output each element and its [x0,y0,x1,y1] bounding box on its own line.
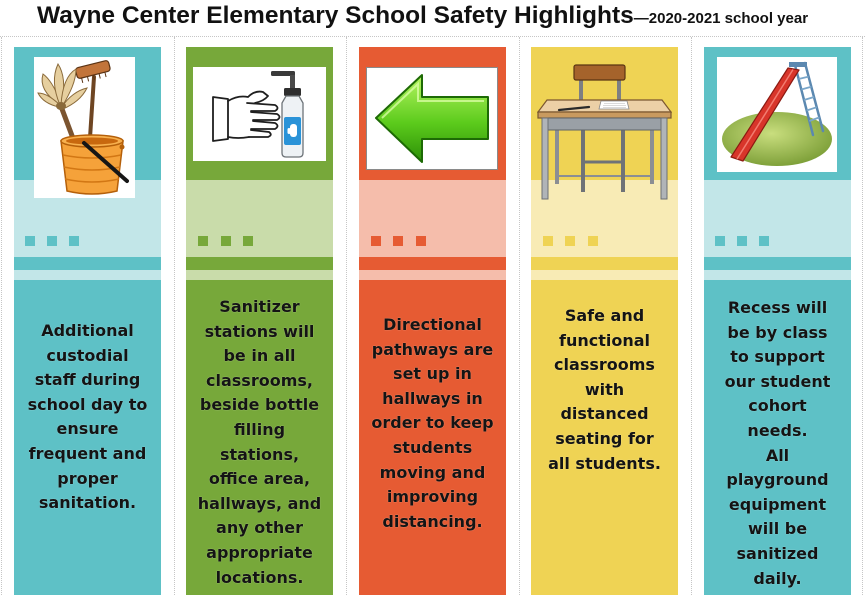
card-band [186,180,333,257]
text-line: classrooms [554,355,655,375]
dot-square [25,236,35,246]
dot-square [198,236,208,246]
text-line: order to keep [371,413,494,433]
text-line: be by class [727,322,828,342]
text-line: will be [747,519,808,539]
dot-square [47,236,57,246]
text-line: custodial [46,345,129,365]
text-line: Directional [383,315,482,334]
text-line: stations will [204,321,315,341]
text-line: school day to [27,394,148,414]
dot-square [588,236,598,246]
dot-square [737,236,747,246]
card-sanitizer-stations [186,47,333,595]
text-line: Safe and [564,306,645,325]
dot-square [715,236,725,246]
text-line: appropriate [206,542,313,562]
text-line: ensure [56,419,119,439]
text-line: office area, [208,469,311,489]
text-line: filling [233,419,286,439]
card-safe-classrooms [531,47,678,595]
column-divider [174,37,175,595]
text-line: distancing. [382,511,483,531]
text-line: needs. [747,420,808,440]
card-text [531,304,678,476]
text-line: frequent and [28,443,147,463]
column-divider [519,37,520,595]
text-line: sanitation. [38,493,137,513]
playground-slide-icon [717,57,837,172]
text-line: locations. [215,567,304,587]
text-line: playground [726,470,829,490]
card-divider-strip [704,270,851,280]
column-divider [346,37,347,595]
card-recess [704,47,851,595]
text-line: cohort [748,396,807,416]
text-line: functional [558,330,651,350]
dot-square [243,236,253,246]
text-line: Sanitizer [219,297,300,316]
card-text [359,313,506,534]
text-line: Additional [41,321,134,340]
text-line: pathways are [371,339,494,359]
text-line: daily. [753,568,802,588]
card-band [359,180,506,257]
text-line: Recess will [727,298,828,317]
dot-square [759,236,769,246]
text-line: seating for [555,428,654,448]
text-line: moving and [379,462,486,482]
dot-square [69,236,79,246]
dot-square [393,236,403,246]
card-divider-strip [531,270,678,280]
hand-sanitizer-icon [193,67,326,161]
text-line: staff during [34,370,141,390]
text-line: improving [386,487,479,507]
page-subtitle: —2020-2021 school year [633,10,809,27]
dot-square [416,236,426,246]
column-divider [1,37,2,595]
text-line: sanitized [736,543,819,563]
text-line: all students. [548,453,661,473]
text-line: proper [57,468,118,488]
mop-bucket-icon [34,57,135,198]
text-line: All [765,445,790,465]
text-line: students [392,437,473,457]
dot-square [543,236,553,246]
card-directional-pathways [359,47,506,595]
card-divider-strip [359,270,506,280]
text-line: beside bottle [199,395,320,415]
text-line: with [584,379,625,399]
column-divider [691,37,692,595]
card-text [14,319,161,516]
card-text [186,295,333,590]
dot-square [565,236,575,246]
text-line: any other [216,518,303,538]
text-line: hallways in [382,388,483,408]
text-line: distanced [560,404,649,424]
header-divider [0,36,865,37]
text-line: be in all [223,346,296,366]
card-divider-strip [186,270,333,280]
page-title: Wayne Center Elementary School Safety Highlights [37,2,634,29]
left-arrow-icon [366,67,498,170]
column-divider [862,37,863,595]
dot-square [221,236,231,246]
page-header [37,1,808,31]
dot-square [371,236,381,246]
text-line: classrooms, [206,370,313,390]
card-band [704,180,851,257]
text-line: our student [724,371,831,391]
card-custodial-staff [14,47,161,595]
card-text [704,296,851,591]
card-divider-strip [14,270,161,280]
text-line: to support [730,347,825,367]
text-line: set up in [393,364,472,384]
text-line: equipment [728,494,827,514]
school-desk-icon [537,64,672,200]
text-line: stations, [219,444,300,464]
text-line: hallways, and [197,493,322,513]
